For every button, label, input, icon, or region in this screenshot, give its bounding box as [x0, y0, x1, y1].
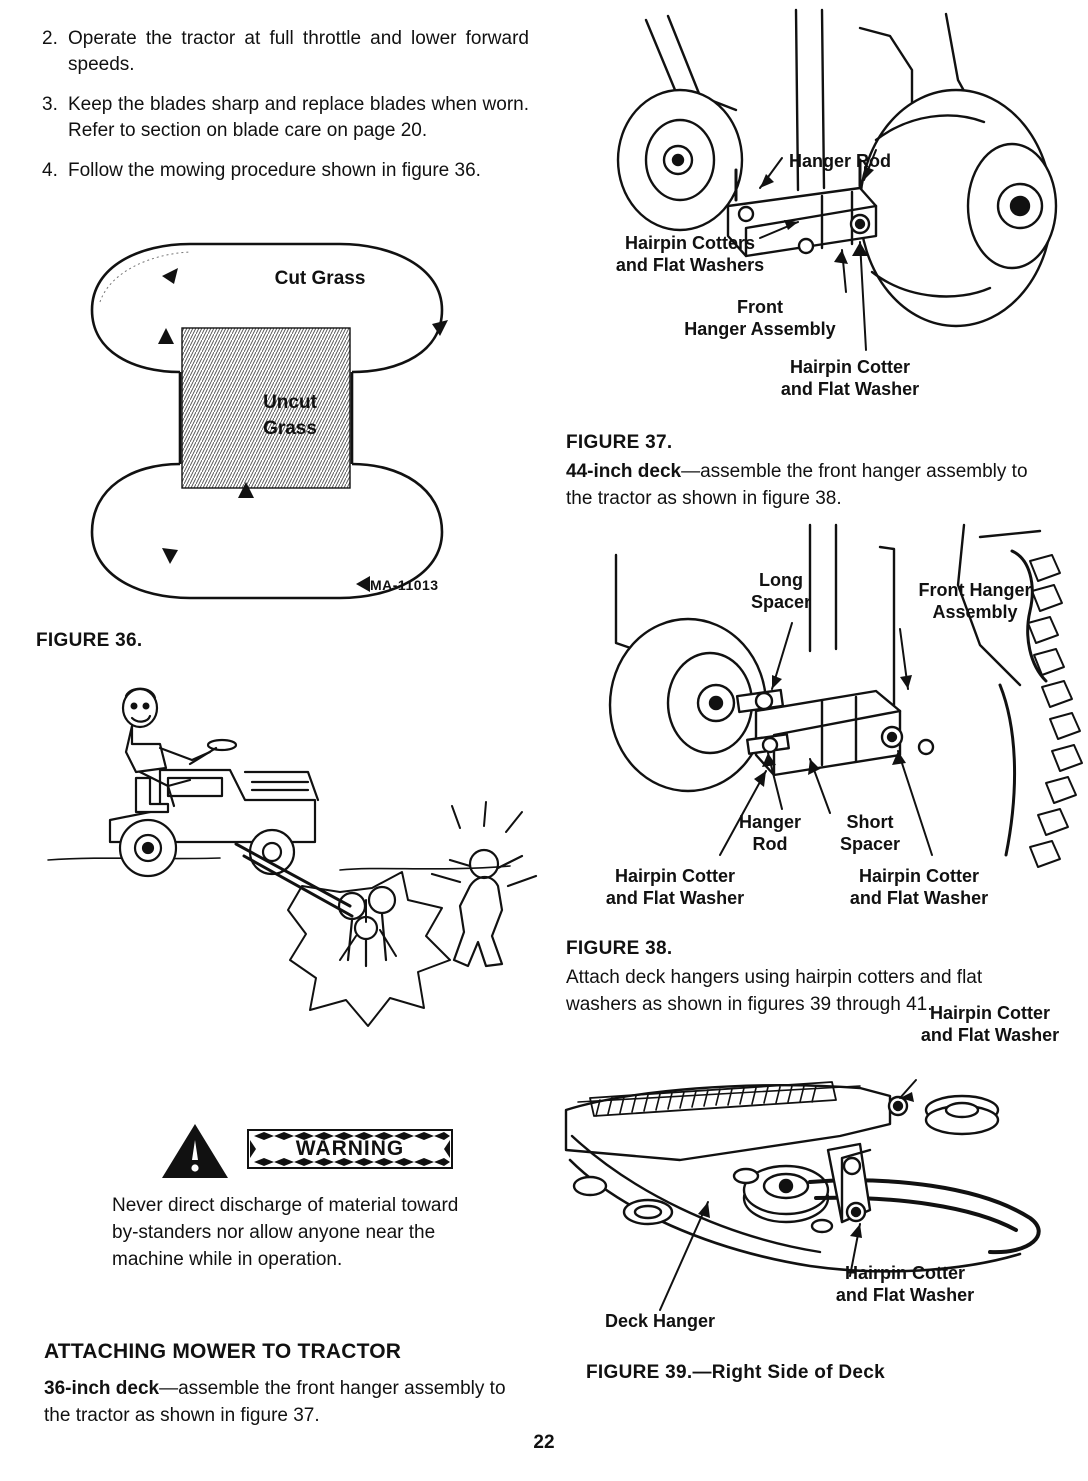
page-number: 22: [533, 1432, 555, 1453]
figure-36-code: MA-11013: [370, 577, 439, 593]
callout-long-spacer-line1: Long: [759, 570, 803, 590]
list-item-number: 2.: [42, 28, 58, 49]
callout-front-hanger-line2: Hanger Assembly: [684, 319, 836, 339]
figure-37-illustration: [560, 10, 1080, 430]
uncut-grass-label-line2: Grass: [263, 418, 317, 439]
list-item: [42, 158, 529, 184]
callout-hairpin-left-line1: Hairpin Cotter: [614, 866, 735, 886]
callout-hairpin-right-line2: and Flat Washer: [849, 888, 989, 908]
tractor-discharge-illustration: [40, 660, 540, 1080]
figure-38-illustration: [560, 525, 1080, 925]
warning-triangle-icon: [160, 1122, 230, 1180]
list-item-number: 3.: [42, 94, 58, 115]
callout-hairpin-cotters-line2: and Flat Washers: [615, 255, 765, 275]
callout-deck-hanger: Deck Hanger: [604, 1311, 716, 1331]
list-item-text: Operate the tractor at full throttle and lower forward speeds.: [68, 28, 529, 75]
list-item: [42, 92, 529, 144]
callout-front-hanger-assembly-line2: Assembly: [932, 602, 1018, 622]
callout-short-spacer-line1: Short: [846, 812, 894, 832]
tractor-illustration-svg: [40, 660, 540, 1080]
callout-hairpin-cotter-line2: and Flat Washer: [780, 379, 920, 399]
numbered-steps-list: [42, 26, 529, 198]
figure-39-illustration: [560, 1003, 1080, 1350]
section-body-bold: 36-inch deck: [44, 1378, 160, 1399]
callout-hairpin-cotter-line1: Hairpin Cotter: [789, 357, 910, 377]
list-item: [42, 26, 529, 78]
callout-hanger-rod-line1: Hanger: [738, 812, 801, 832]
callout-bottom-hairpin-line1: Hairpin Cotter: [844, 1263, 965, 1283]
callout-long-spacer-line2: Spacer: [750, 592, 812, 612]
list-item-text: Keep the blades sharp and replace blades when worn. Refer to section on blade care on page 20.: [68, 94, 529, 141]
cut-grass-label: Cut Grass: [274, 268, 366, 289]
section-body-rest: —assemble the front hanger assembly to the tractor as shown in figure 37.: [44, 1378, 506, 1426]
figure-39-caption: FIGURE 39.—Right Side of Deck: [586, 1362, 886, 1383]
callout-top-hairpin-line1: Hairpin Cotter: [929, 1003, 1050, 1023]
figure-37-caption: FIGURE 37.: [566, 432, 673, 453]
figure-38-caption: FIGURE 38.: [566, 938, 673, 959]
section-heading: ATTACHING MOWER TO TRACTOR: [44, 1340, 402, 1363]
warning-row: [160, 1120, 460, 1180]
callout-hairpin-left-line2: and Flat Washer: [605, 888, 745, 908]
figure-38-body: Attach deck hangers using hairpin cotters and flat washers as shown in figures 39 through 41.: [566, 967, 983, 1015]
list-item-number: 4.: [42, 160, 58, 181]
callout-short-spacer-line2: Spacer: [839, 834, 901, 854]
callout-hairpin-right-line1: Hairpin Cotter: [858, 866, 979, 886]
callout-top-hairpin-line2: and Flat Washer: [920, 1025, 1060, 1045]
callout-hanger-rod-line2: Rod: [752, 834, 788, 854]
section-body: [44, 1375, 514, 1429]
list-item-text: Follow the mowing procedure shown in figure 36.: [68, 160, 481, 181]
warning-label: WARNING: [295, 1137, 405, 1160]
uncut-grass-label-line1: Uncut: [263, 392, 317, 413]
warning-banner: [246, 1128, 454, 1170]
figure-37-body-rest: —assemble the front hanger assembly to the tractor as shown in figure 38.: [566, 461, 1028, 509]
figure-37-body-bold: 44-inch deck: [566, 461, 682, 482]
figure-37-body: [566, 458, 1058, 512]
callout-hairpin-cotters-line1: Hairpin Cotters: [624, 233, 756, 253]
callout-bottom-hairpin-line2: and Flat Washer: [835, 1285, 975, 1305]
callout-hanger-rod: Hanger Rod: [788, 151, 891, 171]
callout-front-hanger-line1: Front: [737, 297, 783, 317]
figure-36-caption: FIGURE 36.: [36, 630, 143, 651]
callout-front-hanger-assembly-line1: Front Hanger: [918, 580, 1032, 600]
warning-text: Never direct discharge of material toward by-standers nor allow anyone near the machine while in operation.: [112, 1195, 459, 1270]
figure-36-illustration: [70, 232, 470, 612]
